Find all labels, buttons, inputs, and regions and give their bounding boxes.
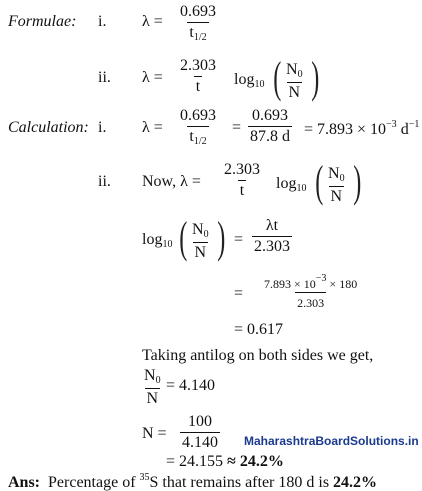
formula-ii-lhs: λ = (142, 69, 163, 86)
right-paren-icon: ) (311, 53, 320, 102)
ratio-value: = 4.140 (166, 377, 216, 394)
calc-i-marker: i. (98, 119, 107, 136)
calc-ii-lhs: Now, λ = (142, 173, 201, 190)
calc-step2-ratio: $\frac{N_0}{N}$ (192, 221, 209, 261)
answer-label: Ans: (8, 474, 41, 491)
formula-i-denominator: $t_{1/2}$ (189, 24, 207, 43)
formula-ii-denominator: t (195, 78, 201, 95)
formulae-label: Formulae: (8, 13, 77, 30)
calc-step2-fraction: $\frac{\lambda t}{2.303}$ (254, 217, 290, 255)
formula-ii-numerator: 2.303 (180, 57, 216, 74)
n-lhs: N = (142, 425, 167, 442)
calc-ii-fraction: $\frac{2.303}{t}$ (224, 161, 260, 199)
left-paren-icon: ( (179, 213, 188, 262)
calc-step3-fraction: $\frac{7.893 \times 10^{-3} \times 180}{2.303}$ (264, 273, 358, 310)
formula-ii-ratio: $\frac{N_0}{N}$ (286, 61, 303, 101)
n-fraction: $\frac{100}{4.140}$ (182, 413, 218, 451)
answer-value: 24.2% (333, 474, 378, 491)
watermark-logo: MaharashtraBoardSolutions.in (244, 434, 419, 448)
left-paren-icon: ( (273, 53, 282, 102)
ratio-fraction: $\frac{N_0}{N}$ (144, 367, 161, 407)
n-result: = 24.155 ≈ 24.2% (166, 453, 284, 470)
formula-i-marker: i. (98, 13, 107, 30)
calc-step3-eq: = (234, 285, 244, 302)
calc-i-fraction-2: $\frac{0.693}{87.8 d}$ (250, 107, 290, 145)
antilog-text: Taking antilog on both sides we get, (142, 347, 374, 364)
formula-ii-log: $\log_{10}$ (234, 71, 265, 90)
right-paren-icon: ) (217, 213, 226, 262)
calc-step2-eq: = (234, 231, 244, 248)
answer-line: Ans: Percentage of $^{35}$S that remains after 180 d is 24.2% (8, 472, 378, 491)
formula-i-fraction (178, 4, 218, 43)
formula-ii-fraction (178, 58, 218, 95)
calc-step4: = 0.617 (234, 321, 284, 338)
calc-ii-log: $\log_{10}$ (276, 175, 307, 194)
calc-i-fraction-1: $\frac{0.693}{t_{1/2}}$ (180, 107, 216, 147)
formula-i-lhs: λ = (142, 13, 163, 30)
left-paren-icon: ( (315, 157, 324, 206)
calc-i-result: = $7.893 \times 10^{-3}$ $d^{-1}$ (304, 119, 420, 138)
calc-i-lhs: λ = (142, 119, 163, 136)
calc-ii-marker: ii. (98, 173, 111, 190)
calc-step2-log: $\log_{10}$ (142, 231, 173, 250)
calc-ii-ratio: $\frac{N_0}{N}$ (328, 165, 345, 205)
calculation-label: Calculation: (8, 119, 89, 136)
calc-i-eq: = (232, 119, 242, 136)
formula-ii-marker: ii. (98, 69, 111, 86)
formula-i-numerator: 0.693 (180, 3, 216, 20)
right-paren-icon: ) (353, 157, 362, 206)
